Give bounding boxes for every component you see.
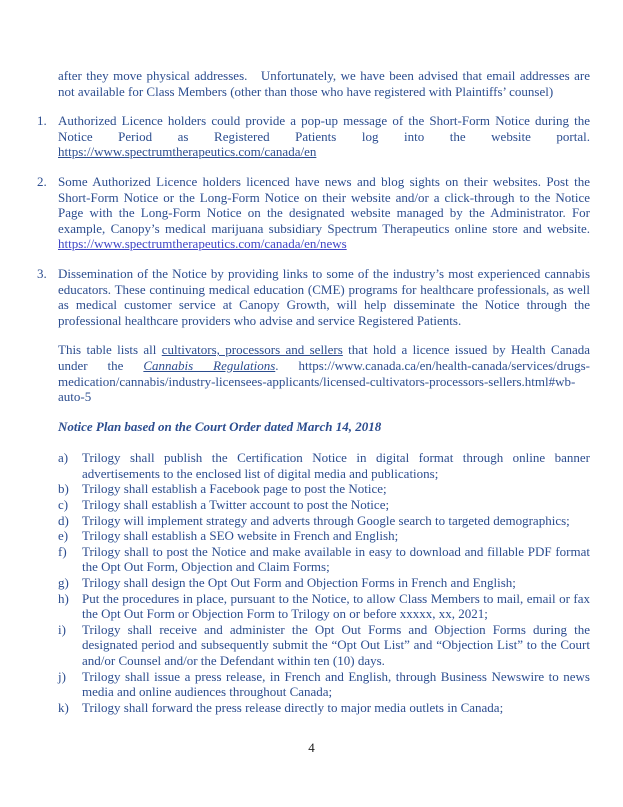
lettered-item	[58, 543, 590, 575]
lettered-item	[58, 512, 590, 529]
list-marker: e)	[58, 528, 69, 544]
lettered-item-text: Trilogy shall issue a press release, in French and English, through Business Newswire to news media and online audiences throughout Canada;	[82, 668, 590, 700]
list-marker: j)	[58, 668, 66, 684]
text-run: This table lists all	[58, 342, 162, 358]
text-run: after they move physical addresses. Unfortunately, we have been advised that email addresses are not available for Class Members (other than those who have registered with Plaintiffs’ counsel)	[58, 68, 590, 99]
text-run: Authorized Licence holders could provide a pop-up message of the Short-Form Notice during the Notice Period as Registered Patients log into the website portal.	[58, 113, 590, 144]
lettered-item-text: Put the procedures in place, pursuant to the Notice, to allow Class Members to mail, email or fax the Opt Out Form or Objection Form to Trilogy on or before xxxxx, xx, 2021;	[82, 590, 590, 622]
lettered-item-text: Trilogy shall establish a SEO website in French and English;	[82, 528, 399, 544]
text-run: Some Authorized Licence holders licenced have news and blog sights on their websites. Post the Short-Form Notice or the Long-Form Notice on their website and/or a click-through to the Notice Page with the Long-Form Notice on the designated website managed by the Administrator. For example, Canopy’s medical marijuana subsidiary Spectrum Therapeutics online store and website.	[58, 173, 590, 236]
list-marker: h)	[58, 590, 69, 606]
numbered-item	[37, 265, 590, 328]
paragraph-table-links	[58, 342, 590, 404]
list-marker: g)	[58, 575, 69, 591]
text-run: cultivators, processors and sellers	[161, 342, 343, 358]
lettered-item-text: Trilogy shall publish the Certification Notice in digital format through online banner advertisements to the enclosed list of digital media and publications;	[82, 450, 590, 481]
text-run: that hold a licence issued by Health Canada under the	[58, 342, 591, 373]
list-marker: i)	[58, 621, 66, 637]
lettered-item-text: Trilogy shall receive and administer the Opt Out Forms and Objection Forms during the designated period and subsequently submit the “Opt Out List” and “Objection List” to the Court and/or Counsel and/or the Defendant within ten (10) days.	[82, 621, 590, 668]
text-run: Cannabis Regulations	[143, 357, 276, 373]
hyperlink-spectrum-news[interactable]: https://www.spectrumtherapeutics.com/canada/en/news	[58, 236, 347, 252]
page-number: 4	[308, 740, 315, 755]
text-run: .	[275, 357, 299, 373]
list-marker: k)	[58, 699, 69, 715]
numbered-item	[37, 113, 590, 160]
text-run: Dissemination of the Notice by providing links to some of the industry’s most experienced cannabis educators. These continuing medical education (CME) programs for healthcare professionals, as well as medical customer service at Canopy Growth, will help disseminate the Notice through the professional healthcare providers who advise and service Registered Patients.	[58, 265, 590, 328]
lettered-item	[58, 699, 590, 716]
lettered-item	[58, 497, 590, 513]
lettered-list	[58, 450, 590, 715]
lettered-item	[58, 481, 590, 497]
section-heading: Notice Plan based on the Court Order dated March 14, 2018	[58, 418, 382, 434]
lettered-item	[58, 668, 590, 700]
list-marker: d)	[58, 512, 69, 528]
list-marker: 2.	[37, 173, 47, 189]
list-marker: a)	[58, 450, 69, 466]
lettered-item	[58, 528, 590, 544]
lettered-item	[58, 575, 590, 591]
list-marker: 3.	[37, 265, 47, 281]
list-marker: b)	[58, 481, 69, 497]
lettered-item-text: Trilogy shall forward the press release directly to major media outlets in Canada;	[82, 699, 504, 715]
lettered-item	[58, 450, 590, 481]
lettered-item	[58, 621, 590, 669]
numbered-list	[37, 113, 590, 328]
lettered-item-text: Trilogy shall establish a Twitter account to post the Notice;	[82, 497, 390, 513]
url-canada-licensees: https://www.canada.ca/en/health-canada/services/drugs-medication/cannabis/industry-licensees-applicants/licensed-cultivators-processors-sellers.html#wb-auto-5	[58, 357, 591, 405]
lettered-item-text: Trilogy shall establish a Facebook page to post the Notice;	[82, 481, 387, 497]
lettered-item	[58, 590, 590, 622]
lettered-item-text: Trilogy shall to post the Notice and make available in easy to download and fillable PDF format the Opt Out Form, Objection and Claim Forms;	[82, 543, 590, 575]
paragraph-intro	[58, 68, 590, 99]
lettered-item-text: Trilogy will implement strategy and adverts through Google search to targeted demographics;	[82, 512, 570, 528]
list-marker: c)	[58, 497, 69, 513]
lettered-item-text: Trilogy shall design the Opt Out Form and Objection Forms in French and English;	[82, 575, 516, 591]
page-content	[37, 68, 591, 715]
list-marker: 1.	[37, 113, 47, 129]
hyperlink-spectrum-canada[interactable]: https://www.spectrumtherapeutics.com/canada/en	[58, 144, 317, 160]
list-marker: f)	[58, 543, 67, 559]
numbered-item	[37, 173, 590, 252]
